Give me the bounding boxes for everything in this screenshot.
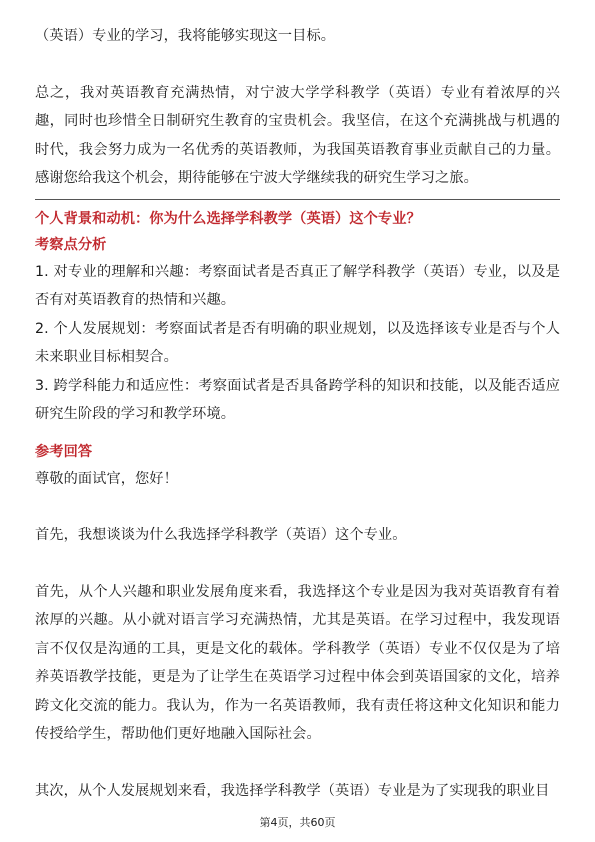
section-divider (35, 199, 560, 200)
question-title: 个人背景和动机：你为什么选择学科教学（英语）这个专业？ (35, 210, 421, 227)
analysis-title: 考察点分析 (35, 236, 107, 253)
answer-title: 参考回答 (35, 443, 93, 460)
paragraph-gap (35, 550, 560, 578)
paragraph-gap (35, 749, 560, 777)
intro-tail-paragraph: （英语）专业的学习，我将能够实现这一目标。 (35, 28, 336, 44)
document-page (35, 22, 560, 805)
answer-paragraph-interest: 首先，从个人兴趣和职业发展角度来看，我选择这个专业是因为我对英语教育有着浓厚的兴趣。从小就对语言学习充满热情，尤其是英语。在学习过程中，我发现语言不仅仅是沟通的工具，更是文化的载体。学科教学（英语）专业不仅仅是为了培养英语教学技能，更是为了让学生在英语学习过程中体会到英语国家的文化，培养跨文化交流的能力。我认为，作为一名英语教师，我有责任将这种文化知识和能力传授给学生，帮助他们更好地融入国际社会。 (35, 583, 560, 742)
page-number-footer: 第4页，共60页 (259, 816, 336, 829)
answer-greeting: 尊敬的面试官，您好！ (35, 470, 178, 487)
paragraph-gap (35, 493, 560, 521)
conclusion-paragraph: 总之，我对英语教育充满热情，对宁波大学学科教学（英语）专业有着浓厚的兴趣，同时也珍惜全日制研究生教育的宝贵机会。我坚信，在这个充满挑战与机遇的时代，我会努力成为一名优秀的英语教师，为我国英语教育事业贡献自己的力量。感谢您给我这个机会，期待能够在宁波大学继续我的研究生学习之旅。 (35, 84, 560, 186)
paragraph-gap (35, 51, 560, 79)
answer-paragraph-plan: 其次，从个人发展规划来看，我选择学科教学（英语）专业是为了实现我的职业目 (35, 782, 550, 799)
analysis-point-3: 3. 跨学科能力和适应性：考察面试者是否具备跨学科的知识和技能，以及能否适应研究生阶段的学习和教学环境。 (35, 377, 560, 422)
analysis-point-2: 2. 个人发展规划：考察面试者是否有明确的职业规划，以及选择该专业是否与个人未来职业目标相契合。 (35, 320, 560, 365)
answer-paragraph-intro: 首先，我想谈谈为什么我选择学科教学（英语）这个专业。 (35, 527, 407, 543)
analysis-point-1: 1. 对专业的理解和兴趣：考察面试者是否真正了解学科教学（英语）专业，以及是否有对英语教育的热情和兴趣。 (35, 263, 560, 308)
